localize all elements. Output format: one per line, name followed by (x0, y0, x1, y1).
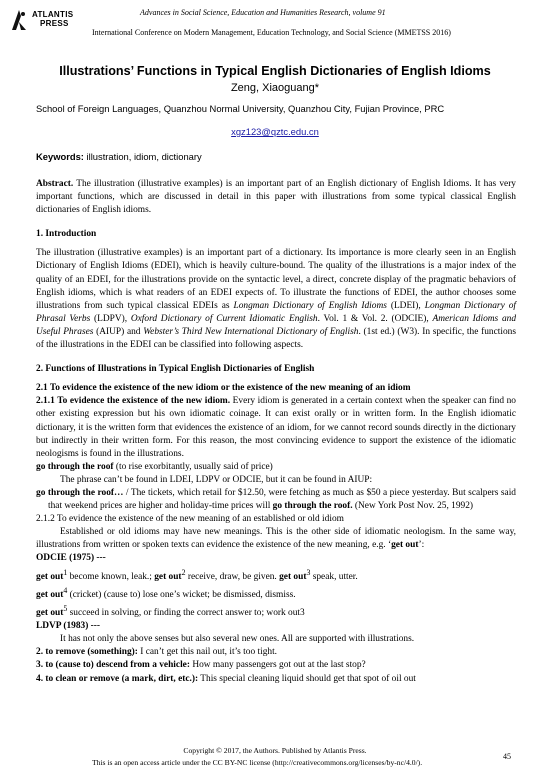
intro-text-6: . (1st ed.) (W3). In specific, the functions of the illustrations in the EDEI can be classified into following aspects. (36, 326, 516, 351)
section-2-1-1-paragraph (36, 395, 516, 460)
section-2-1-2-text: Established or old idioms may have new meanings. This is the other side of idiomatic neologism. In the same way, illustrations from written or spoken texts can evidence the existence of the new meaning, e.g. ‘ (36, 527, 516, 551)
intro-text-3: (LDPV), (90, 313, 131, 324)
sense-5-number: 5 (63, 603, 68, 613)
ldvp-sense-2 (36, 646, 516, 659)
sense-4-number: 4 (63, 585, 68, 595)
sense-3-text: speak, utter. (310, 571, 358, 582)
ldvp-sense-3-example: How many passengers got out at the last stop? (189, 660, 366, 671)
paper-body (36, 178, 516, 686)
intro-text-5: (AIUP) and (93, 326, 144, 337)
example-1-idiom: go through the roof (36, 461, 114, 472)
ldvp-note: It has not only the above senses but also several new ones. All are supported with illustrations. (60, 634, 415, 645)
example-2-text: / The tickets, which retail for $12.50, were fetching as much as $50 a piece yesterday. But scalpers said that weekend prices are higher and holiday-time prices will (48, 487, 516, 512)
keywords (36, 151, 202, 162)
odcie-label: ODCIE (1975) --- (36, 553, 106, 564)
intro-title-odcie: Oxford Dictionary of Current Idiomatic English (130, 313, 318, 324)
intro-title-w3: Webster’s Third New International Dictionary of English (143, 326, 359, 337)
ldvp-sense-4-head: 4. to clean or remove (a mark, dirt, etc.): (36, 673, 199, 684)
abstract (36, 178, 516, 217)
section-2-1-2-idiom: get out (391, 540, 419, 551)
abstract-label: Abstract. (36, 179, 74, 189)
sense-5-text: succeed in solving, or finding the correct answer to; work out3 (67, 608, 305, 619)
license-footer: This is an open access article under the CC BY-NC license (http://creativecommons.org/licenses/by-nc/4.0/). (92, 758, 423, 767)
ldvp-sense-4-example: This special cleaning liquid should get that spot of oil out (198, 673, 416, 684)
section-1-heading: 1. Introduction (36, 229, 97, 240)
keywords-text: illustration, idiom, dictionary (83, 151, 202, 162)
sense-4-head: get out (36, 589, 64, 600)
abstract-text: The illustration (illustrative examples) is an important part of an English dictionary of English Idioms. It has very important functions, which are discussed in detail in this paper with illustrations from some typical classical English dictionaries of English idioms. (36, 179, 516, 216)
odcie-sense-4 (36, 584, 516, 602)
affiliation: School of Foreign Languages, Quanzhou Normal University, Quanzhou City, Fujian Province, PRC (36, 103, 445, 114)
ldvp-sense-2-example: I can’t get this nail out, it’s too tight. (137, 647, 278, 658)
odcie-sense-5 (36, 602, 516, 620)
atlantis-press-logo-icon (10, 8, 28, 32)
example-2-source: (New York Post Nov. 25, 1992) (352, 501, 474, 512)
sense-1-head: get out (36, 571, 64, 582)
section-2-1-1-heading: 2.1.1 To evidence the existence of the new idiom. (36, 396, 231, 407)
example-2-entry (36, 487, 516, 513)
paper-title: Illustrations’ Functions in Typical English Dictionaries of English Idioms (59, 64, 491, 78)
publisher-line1: ATLANTIS (32, 10, 74, 19)
publisher-line2: PRESS (40, 19, 69, 28)
copyright-footer: Copyright © 2017, the Authors. Published by Atlantis Press. (183, 746, 367, 755)
intro-title-aiup: American Idioms and Useful Phrases (36, 313, 517, 337)
ldvp-sense-3-head: 3. to (cause to) descend from a vehicle: (36, 660, 190, 671)
section-2-1-heading: 2.1 To evidence the existence of the new idiom or the existence of the new meaning of an idiom (36, 383, 411, 394)
section-2-heading: 2. Functions of Illustrations in Typical English Dictionaries of English (36, 364, 315, 375)
author-email-link[interactable]: xgz123@qztc.edu.cn (231, 126, 319, 137)
sense-1-number: 1 (63, 567, 68, 577)
intro-text-2: (LDEI), (386, 300, 425, 311)
intro-title-ldpv: Longman Dictionary of Phrasal Verbs (36, 300, 516, 324)
sense-3-head: get out (279, 571, 307, 582)
ldvp-sense-2-head: 2. to remove (something): (36, 647, 138, 658)
author: Zeng, Xiaoguang* (230, 82, 320, 94)
example-2-idiom-repeat: go through the roof. (272, 501, 353, 512)
page-number: 45 (503, 752, 511, 761)
series-header: Advances in Social Science, Education and Humanities Research, volume 91 (140, 8, 386, 17)
intro-title-ldei: Longman Dictionary of English Idioms (233, 300, 387, 311)
sense-2-number: 2 (181, 567, 186, 577)
section-2-1-2-end: ’: (418, 540, 425, 551)
sense-5-head: get out (36, 608, 64, 619)
sense-2-head: get out (154, 571, 182, 582)
example-1-note: The phrase can’t be found in LDEI, LDPV or ODCIE, but it can be found in AIUP: (60, 474, 373, 485)
example-1-entry (36, 461, 516, 474)
odcie-senses-1-3 (36, 566, 516, 584)
ldvp-sense-3 (36, 659, 516, 672)
introduction-paragraph (36, 247, 516, 352)
ldvp-label: LDVP (1983) --- (36, 621, 101, 632)
example-2-idiom: go through the roof… (36, 487, 124, 498)
sense-3-number: 3 (306, 567, 311, 577)
conference-header: International Conference on Modern Management, Education Technology, and Social Science (MMETSS 2016) (92, 28, 451, 37)
section-2-1-2-heading: 2.1.2 To evidence the existence of the new meaning of an established or old idiom (36, 514, 344, 525)
section-2-1-2-paragraph (36, 526, 516, 552)
intro-text-1: The illustration (illustrative examples) is an important part of a dictionary. Its importance is more clearly seen in an English Dictionary of English Idioms (EDEI), which is heavily culture-bound. The quality of the illustrations is a major index of the quality of an EDEI, for the illustrations provide on the syntactic level, a direct, concrete display of the pragmatic behaviors of English idioms, which is what readers of an EDEI expects of. To illustrate the functions of EDEI, the author chooses some illustrations from such typical classical EDEIs as (36, 248, 516, 311)
sense-1-text: become known, leak.; (67, 571, 155, 582)
intro-text-4: . Vol. 1 & Vol. 2. (ODCIE), (317, 313, 433, 324)
example-1-gloss: (to rise exorbitantly, usually said of price) (113, 461, 273, 472)
publisher-name (32, 10, 73, 28)
publisher-logo (10, 6, 74, 36)
keywords-label: Keywords: (36, 151, 84, 162)
sense-4-text: (cricket) (cause to) lose one’s wicket; be dismissed, dismiss. (67, 589, 296, 600)
sense-2-text: receive, draw, be given. (185, 571, 280, 582)
ldvp-sense-4 (36, 673, 516, 686)
section-2-1-1-text: Every idiom is generated in a certain context when the speaker can find no other existing expression but his own idiomatic coinage. It can exist orally or in written form. In the English idiomatic dictionary, it is the written form that evidences the existence of an idiom, for we cannot record sounds directly in the dictionary but indirectly in their written form. For this reason, the most convincing evidence to support the existence of the idiomatic neologisms is found in the illustrations. (36, 396, 516, 459)
